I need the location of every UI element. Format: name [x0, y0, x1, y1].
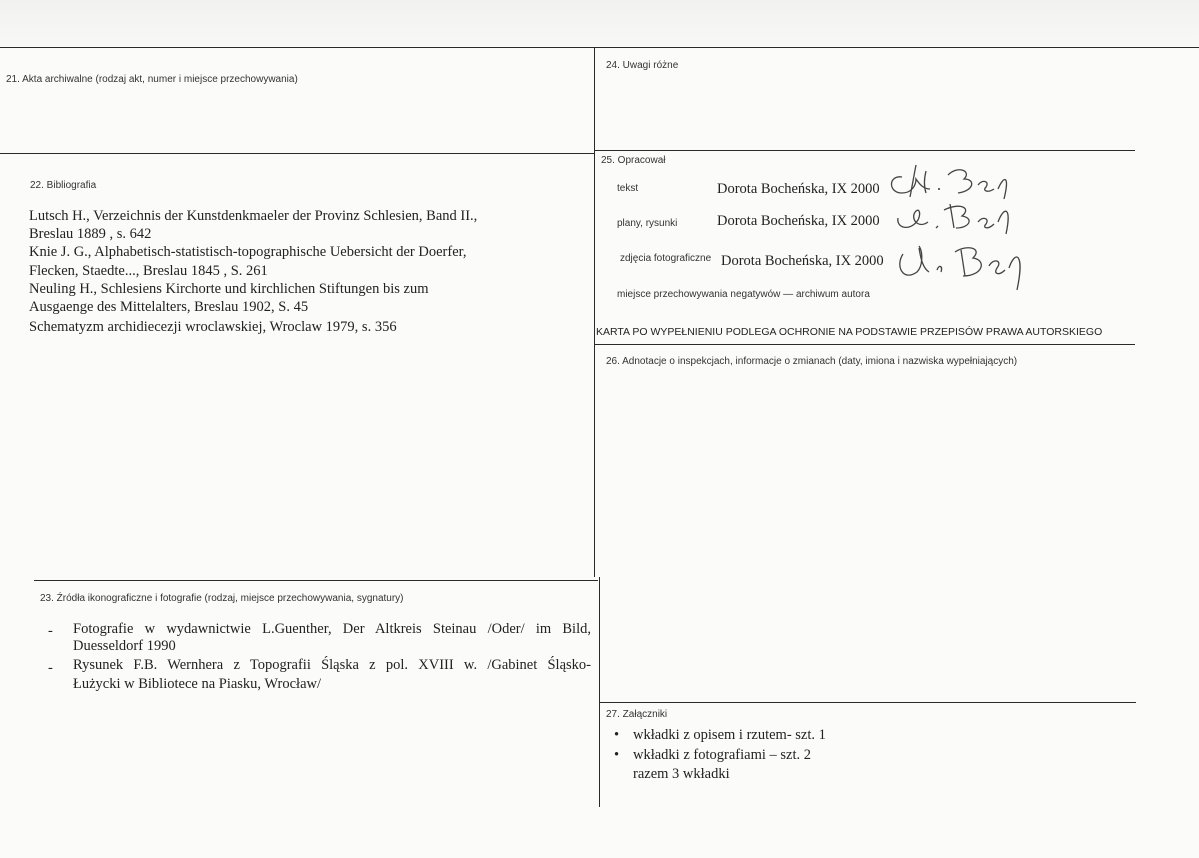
section-25-label: 25. Opracował [601, 155, 666, 166]
rule-22-23 [34, 580, 598, 581]
section-22-label: 22. Bibliografia [30, 180, 97, 191]
bibliography-line: Knie J. G., Alphabetisch-statistisch-topographische Uebersicht der Doerfer, [29, 244, 467, 260]
rule-24-25 [595, 150, 1135, 151]
bibliography-line: Neuling H., Schlesiens Kirchorte und kirchlichen Stiftungen bis zum [29, 281, 429, 297]
list-item-line: Fotografie w wydawnictwie L.Guenther, Der Altkreis Steinau /Oder/ im Bild, [73, 621, 591, 637]
rule-top [0, 47, 1199, 48]
section-21-label: 21. Akta archiwalne (rodzaj akt, numer i miejsce przechowywania) [6, 74, 298, 85]
negatives-location: miejsce przechowywania negatywów — archiwum autora [617, 289, 870, 300]
bibliography-line: Flecken, Staedte..., Breslau 1845 , S. 261 [29, 263, 268, 279]
rule-26-27 [600, 702, 1136, 703]
list-item-line: Rysunek F.B. Wernhera z Topografii Śląska z pol. XVIII w. /Gabinet Śląsko- [73, 657, 591, 673]
rule-25-26 [595, 344, 1135, 345]
bibliography-line: Lutsch H., Verzeichnis der Kunstdenkmaeler der Provinz Schlesien, Band II., [29, 208, 478, 224]
signature-photos [893, 236, 1033, 294]
author-row-value: Dorota Bocheńska, IX 2000 [717, 181, 880, 197]
attachment-item: wkładki z opisem i rzutem- szt. 1 [633, 727, 826, 743]
copyright-notice: KARTA PO WYPEŁNIENIU PODLEGA OCHRONIE NA PODSTAWIE PRZEPISÓW PRAWA AUTORSKIEGO [596, 326, 1103, 338]
section-24-label: 24. Uwagi różne [606, 60, 679, 71]
bibliography-line: Ausgaenge des Mittelalters, Breslau 1902, S. 45 [29, 299, 309, 315]
author-row-field: plany, rysunki [617, 218, 678, 229]
rule-21-22 [0, 153, 595, 154]
list-item-line: Duesseldorf 1990 [73, 638, 176, 654]
rule-center-upper [594, 47, 595, 577]
section-26-label: 26. Adnotacje o inspekcjach, informacje o zmianach (daty, imiona i nazwiska wypełniających) [606, 356, 1018, 367]
signature-plans [884, 192, 1024, 240]
attachment-total: razem 3 wkładki [633, 766, 730, 782]
list-item-line: Łużycki w Bibliotece na Piasku, Wrocław/ [73, 676, 322, 692]
rule-center-lower [599, 577, 600, 807]
bullet: • [614, 747, 620, 763]
section-27-label: 27. Załączniki [606, 709, 668, 720]
author-row-field: zdjęcia fotograficzne [620, 253, 712, 264]
section-23-label: 23. Źródła ikonograficzne i fotografie (rodzaj, miejsce przechowywania, sygnatury) [40, 593, 404, 604]
author-row-field: tekst [617, 183, 639, 194]
bullet: • [614, 727, 620, 743]
attachment-item: wkładki z fotografiami – szt. 2 [633, 747, 811, 763]
bibliography-line: Breslau 1889 , s. 642 [29, 226, 152, 242]
author-row-value: Dorota Bocheńska, IX 2000 [717, 213, 880, 229]
author-row-value: Dorota Bocheńska, IX 2000 [721, 253, 884, 269]
list-dash: - [48, 660, 53, 676]
scan-top-edge [0, 0, 1199, 46]
bibliography-line: Schematyzm archidiecezji wroclawskiej, Wroclaw 1979, s. 356 [29, 319, 397, 335]
list-dash: - [48, 623, 53, 639]
